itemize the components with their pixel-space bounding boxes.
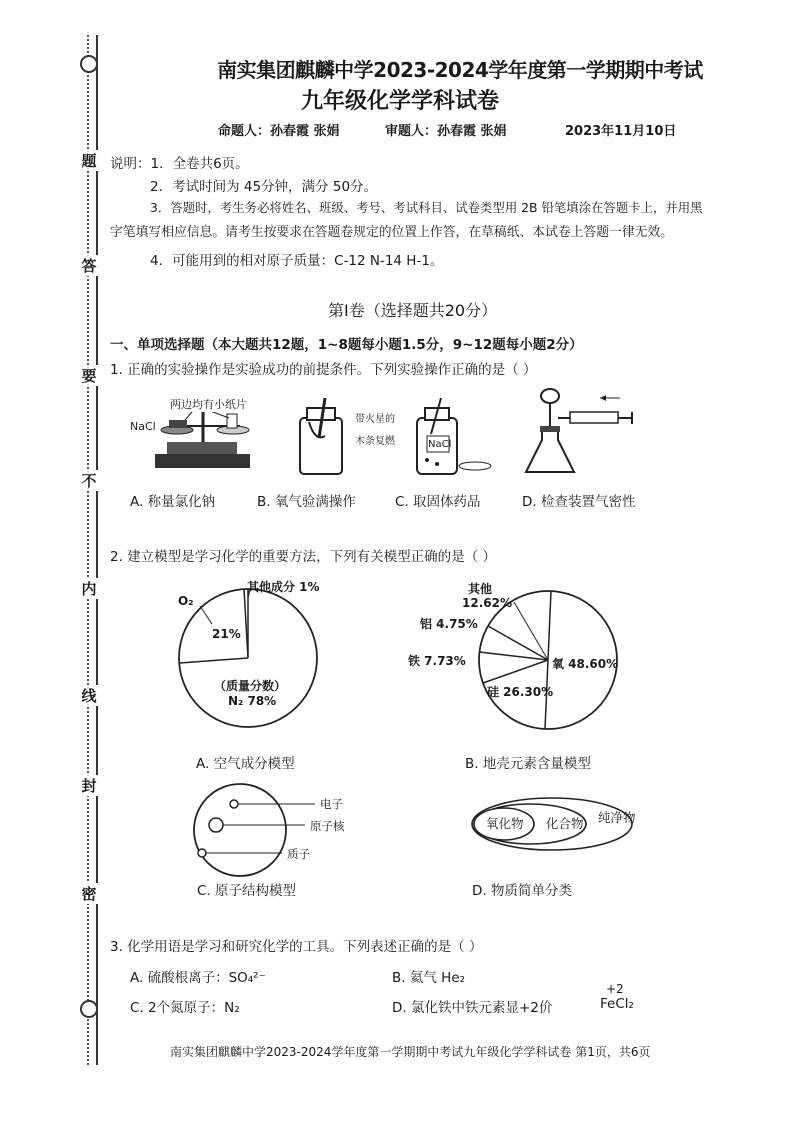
- atom-caption: C. 原子结构模型: [197, 883, 297, 899]
- margin-char: 要: [78, 365, 100, 386]
- atom-proton-label: 质子: [287, 847, 310, 861]
- pure-substance-label: 纯净物: [598, 810, 636, 825]
- crust-other-pct: 12.62%: [462, 596, 512, 610]
- q3-valence: +2: [606, 982, 624, 996]
- compound-label: 化合物: [546, 816, 584, 831]
- margin-char: 线: [78, 685, 100, 706]
- atom-nucleus-label: 原子核: [310, 819, 345, 833]
- margin-char: 不: [78, 470, 100, 491]
- instruction-4: 4．可能用到的相对原子质量：C-12 N-14 H-1。: [150, 253, 444, 269]
- pie-a-caption: A. 空气成分模型: [196, 756, 295, 772]
- section-heading: 一、单项选择题（本大题共12题，1~8题每小题1.5分，9~12题每小题2分）: [110, 337, 583, 353]
- atom-model-figure: [172, 783, 332, 878]
- q1-option-a: A. 称量氯化钠: [130, 494, 216, 510]
- binding-margin-dots: [87, 35, 91, 1065]
- q3-option-a: A. 硫酸根离子：SO₄²⁻: [130, 970, 266, 986]
- binding-hole-top-icon: [80, 55, 98, 73]
- air-o2-pct: 21%: [212, 627, 241, 641]
- balance-label-paper: 两边均有小纸片: [170, 398, 247, 411]
- q1-stem: 1. 正确的实验操作是实验成功的前提条件。下列实验操作正确的是（ ）: [110, 362, 537, 378]
- bottle-label-1: 带火星的: [355, 414, 395, 425]
- part1-heading: 第Ⅰ卷（选择题共20分）: [328, 301, 498, 320]
- air-mass-label: （质量分数）: [214, 679, 287, 693]
- binding-margin-line: [96, 35, 98, 1065]
- instruction-intro: 说明：1．全卷共6页。: [110, 156, 249, 172]
- q3-option-d: D. 氯化铁中铁元素显+2价: [392, 1000, 553, 1016]
- margin-char: 内: [78, 578, 100, 599]
- crust-al-label: 铝 4.75%: [420, 617, 478, 631]
- margin-char: 密: [78, 883, 100, 904]
- bottle-label-2: 木条复燃: [355, 436, 395, 447]
- air-n2-label: N₂ 78%: [228, 694, 277, 708]
- crust-fe-label: 铁 7.73%: [408, 654, 466, 668]
- crust-si-label: 硅 26.30%: [487, 685, 554, 699]
- reagent-label: NaCl: [428, 439, 452, 450]
- q1-option-c: C. 取固体药品: [395, 494, 481, 510]
- gas-bottle-figure: [295, 398, 355, 478]
- margin-char: 封: [78, 775, 100, 796]
- reagent-bottle-figure: [415, 398, 495, 478]
- exam-title: 南实集团麒麟中学2023-2024学年度第一学期期中考试: [217, 58, 703, 82]
- crust-o-label: 氧 48.60%: [552, 657, 619, 671]
- instruction-2: 2．考试时间为 45分钟，满分 50分。: [150, 179, 378, 195]
- q3-option-c: C. 2个氮原子：N₂: [130, 1000, 240, 1016]
- crust-other-label: 其他: [468, 582, 493, 596]
- atom-electron-label: 电子: [320, 797, 343, 811]
- exam-date: 2023年11月10日: [565, 124, 677, 139]
- q3-stem: 3. 化学用语是学习和研究化学的工具。下列表述正确的是（ ）: [110, 939, 483, 955]
- instruction-3-line2: 字笔填写相应信息。请考生按要求在答题卷规定的位置上作答，在草稿纸、本试卷上答题一律无效。: [110, 225, 674, 240]
- q1-option-b: B. 氧气验满操作: [257, 494, 356, 510]
- oxide-label: 氧化物: [486, 816, 524, 831]
- margin-char: 答: [78, 255, 100, 276]
- q1-option-d: D. 检查装置气密性: [522, 494, 636, 510]
- binding-hole-bottom-icon: [80, 1000, 98, 1018]
- q3-option-b: B. 氦气 He₂: [392, 970, 466, 986]
- q3-formula: FeCl₂: [600, 996, 634, 1012]
- balance-label-nacl: NaCl: [130, 420, 156, 433]
- page-footer: 南实集团麒麟中学2023-2024学年度第一学期期中考试九年级化学学科试卷 第1页，共6页: [170, 1045, 651, 1059]
- exam-subtitle: 九年级化学学科试卷: [300, 89, 499, 114]
- air-other-label: 其他成分 1%: [247, 580, 320, 594]
- instruction-3-line1: 3．答题时，考生务必将姓名、班级、考号、考试科目、试卷类型用 2B 铅笔填涂在答题卡上，并用黑: [150, 200, 703, 215]
- classify-caption: D. 物质简单分类: [472, 883, 572, 899]
- setter: 命题人：孙春霞 张娟: [218, 124, 340, 139]
- q2-stem: 2. 建立模型是学习化学的重要方法，下列有关模型正确的是（ ）: [110, 549, 496, 565]
- margin-char: 题: [78, 150, 100, 171]
- flask-syringe-figure: [520, 388, 640, 478]
- reviewer: 审题人：孙春霞 张娟: [385, 124, 507, 139]
- air-o2-label: O₂: [178, 594, 194, 608]
- pie-b-caption: B. 地壳元素含量模型: [465, 756, 591, 772]
